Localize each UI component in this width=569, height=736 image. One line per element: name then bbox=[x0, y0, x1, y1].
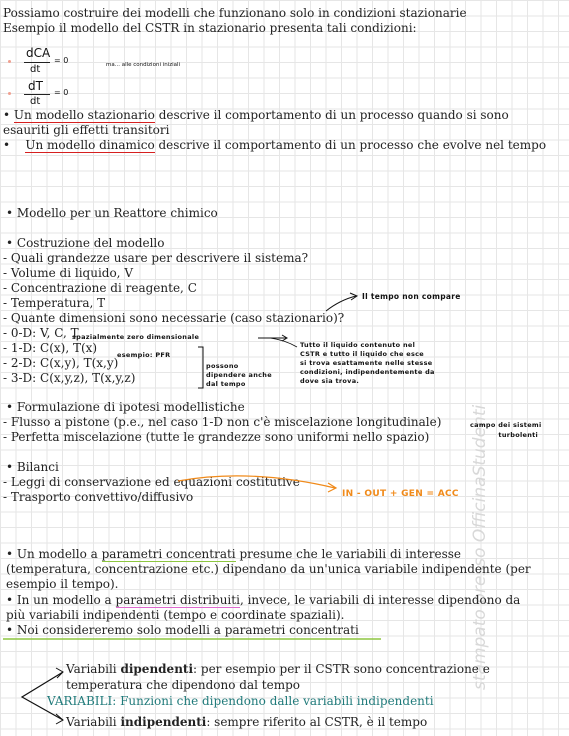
note-zero-dimensional: spazialmente zero dimensionale bbox=[72, 333, 200, 341]
eq1-numerator: dCA bbox=[26, 46, 51, 60]
stationary-definition-line-2: esauriti gli effetti transitori bbox=[3, 123, 170, 137]
eq1-denominator: dt bbox=[30, 64, 41, 75]
construction-title: • Costruzione del modello bbox=[6, 236, 165, 250]
balances-title: • Bilanci bbox=[6, 460, 59, 474]
lumped-params-line-2: (temperatura, concentrazione etc.) dipendano da un'unica variabile indipendente (per bbox=[6, 562, 531, 576]
hypothesis-line: - Perfetta miscelazione (tutte le grandezze sono uniformi nello spazio) bbox=[3, 430, 430, 444]
construction-line: - Quali grandezze usare per descrivere il sistema? bbox=[3, 251, 309, 265]
construction-line: - 2-D: C(x,y), T(x,y) bbox=[3, 356, 119, 370]
note-liquid: Tutto il liquido contenuto nel CSTR e tutto il liquido che esce si trova esattamente nelle stesse condizioni, indipendentemente da dove sia trova. bbox=[300, 341, 435, 385]
intro-line-2: Esempio il modello del CSTR in stazionario presenta tali condizioni: bbox=[3, 21, 417, 35]
arrowhead bbox=[56, 668, 63, 678]
balance-equation: IN - OUT + GEN = ACC bbox=[342, 489, 459, 499]
watermark: stampato presso OfficinaStudenti bbox=[470, 404, 490, 690]
construction-line: - 1-D: C(x), T(x) bbox=[3, 341, 98, 355]
intro-line-1: Possiamo costruire dei modelli che funzionano solo in condizioni stazionarie bbox=[3, 6, 467, 20]
stationary-definition: • Un modello stazionario descrive il comportamento di un processo quando si sono bbox=[3, 108, 509, 122]
construction-line: - Concentrazione di reagente, C bbox=[3, 281, 197, 295]
hypothesis-line: - Flusso a pistone (p.e., nel caso 1-D non c'è miscelazione longitudinale) bbox=[3, 415, 442, 429]
arrowhead bbox=[56, 714, 63, 724]
lumped-conclusion: • Noi considereremo solo modelli a parametri concentrati bbox=[6, 623, 359, 637]
lumped-term: parametri concentrati bbox=[101, 547, 236, 561]
eq2-rhs: = 0 bbox=[54, 88, 69, 97]
dynamic-definition: • Un modello dinamico descrive il comportamento di un processo che evolve nel tempo bbox=[3, 138, 547, 152]
stationary-term: Un modello stazionario bbox=[13, 108, 155, 122]
dependent-variables-line-2: temperatura che dipendono dal tempo bbox=[66, 678, 300, 692]
note-time-dependence: possono dipendere anche dal tempo bbox=[206, 362, 272, 388]
eq2-numerator: dT bbox=[28, 79, 43, 93]
lumped-params-line-1: • Un modello a parametri concentrati presume che le variabili di interesse bbox=[6, 547, 462, 561]
distributed-term: parametri distribuiti bbox=[115, 593, 240, 607]
connector bbox=[270, 338, 297, 347]
orange-arrow bbox=[178, 476, 335, 488]
variables-brace bbox=[22, 672, 63, 720]
arrow-time-absent bbox=[326, 296, 356, 311]
balance-line: - Leggi di conservazione ed equazioni costitutive bbox=[3, 475, 300, 489]
distributed-params-line-1: • In un modello a parametri distribuiti, invece, le variabili di interesse dipendono da bbox=[6, 593, 521, 607]
note-turbulent: campo dei sistemi turbolenti bbox=[470, 421, 542, 439]
variables-definition: VARIABILI: Funzioni che dipendono dalle variabili indipendenti bbox=[47, 694, 434, 708]
independent-variables: Variabili indipendenti: sempre riferito al CSTR, è il tempo bbox=[66, 715, 428, 729]
construction-line: - Temperatura, T bbox=[3, 296, 106, 310]
lumped-params-line-3: esempio il tempo). bbox=[6, 577, 119, 591]
dependent-variables: Variabili dipendenti: per esempio per il CSTR sono concentrazione e bbox=[66, 662, 490, 676]
reactor-title: • Modello per un Reattore chimico bbox=[6, 206, 218, 220]
construction-line: - 3-D: C(x,y,z), T(x,y,z) bbox=[3, 371, 136, 385]
equation-note: ma... alle condizioni iniziali bbox=[106, 62, 181, 68]
distributed-params-line-2: più variabili indipendenti (tempo e coordinate spaziali). bbox=[6, 608, 345, 622]
construction-line: - 0-D: V, C, T bbox=[3, 326, 79, 340]
bracket bbox=[198, 347, 203, 388]
note-time-absent: Il tempo non compare bbox=[362, 292, 461, 301]
eq1-rhs: = 0 bbox=[54, 56, 69, 65]
eq2-denominator: dt bbox=[30, 96, 41, 107]
construction-line: - Quante dimensioni sono necessarie (caso stazionario)? bbox=[3, 311, 345, 325]
dynamic-term: Un modello dinamico bbox=[25, 138, 155, 152]
hypotheses-title: • Formulazione di ipotesi modellistiche bbox=[6, 400, 245, 414]
balance-line: - Trasporto convettivo/diffusivo bbox=[3, 490, 194, 504]
note-pfr-example: esempio: PFR bbox=[117, 351, 171, 359]
construction-line: - Volume di liquido, V bbox=[3, 266, 133, 280]
